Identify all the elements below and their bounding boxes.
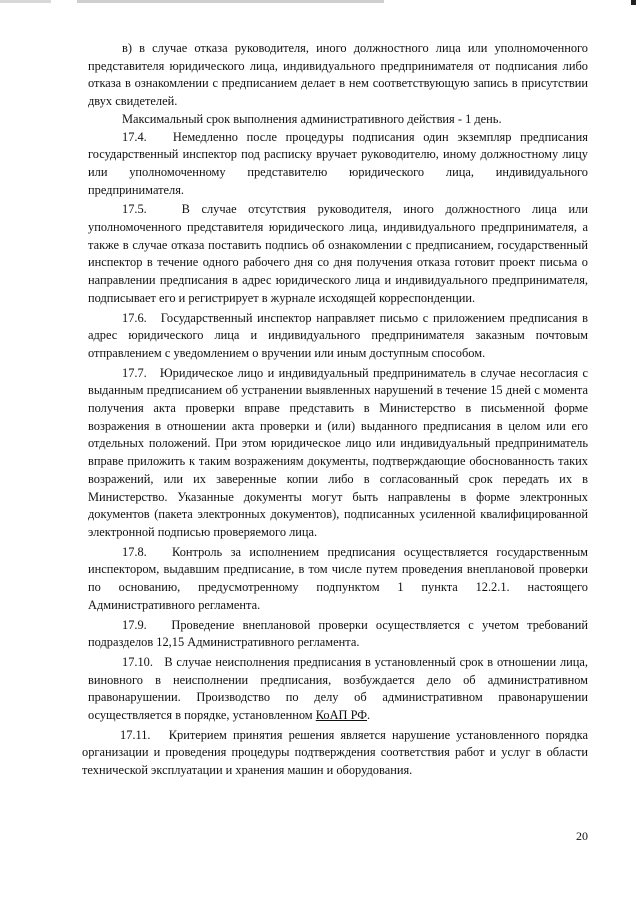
paragraph-17-4: 17.4. Немедленно после процедуры подписания один экземпляр предписания государственный инспектор под расписку вручает руководителю, иному должностному лицу или уполномоченному представителю юридического лица, индивидуального предпринимателя. <box>88 129 588 197</box>
paragraph-17-8: 17.8. Контроль за исполнением предписания осуществляется государственным инспектором, выдавшим предписание, в том числе путем проведения внеплановой проверки по основанию, предусмотренному подпунктом 1 пункта 12.2.1. настоящего Административного регламента. <box>88 544 588 612</box>
paragraph-17-11: 17.11. Критерием принятия решения является нарушение установленного порядка организации и проведения процедуры подтверждения соответствия работ и услуг в области технической эксплуатации и хранения машин и оборудования. <box>82 727 588 778</box>
paragraph-17-7: 17.7. Юридическое лицо и индивидуальный предприниматель в случае несогласия с выданным предписанием об устранении выявленных нарушений в течение 15 дней с момента получения акта проверки вправе представить в Министерство в письменной форме возражения в отношении акта проверки и (или) выданного предписания в целом или его отдельных положений. При этом юридическое лицо или индивидуальный предприниматель вправе приложить к таким возражениям документы, подтверждающие обоснованность таких возражений, или их заверенные копии либо в согласованный срок передать их в Министерство. Указанные документы могут быть направлены в форме электронных документов (пакета электронных документов), подписанных усиленной квалифицированной электронной подписью проверяемого лица. <box>88 365 588 539</box>
paragraph-max-term: Максимальный срок выполнения административного действия - 1 день. <box>122 111 502 126</box>
paragraph-17-10-text: 17.10. В случае неисполнения предписания в установленный срок в отношении лица, виновного в неисполнении предписания, возбуждается дело об административном правонарушении. Производство по делу об административном правонарушении осуществляется в порядке, установленном <box>88 654 588 723</box>
document-page <box>82 40 588 780</box>
paragraph-17-9: 17.9. Проведение внеплановой проверки осуществляется с учетом требований подразделов 12,15 Административного регламента. <box>88 617 588 650</box>
scan-corner-mark <box>631 0 636 5</box>
paragraph-17-5: 17.5. В случае отсутствия руководителя, иного должностного лица или уполномоченного представителя юридического лица, индивидуального предпринимателя, а также в случае отказа поставить подпись об ознакомлении с предписанием, государственный инспектор в течение одного рабочего дня со дня получения отказа готовит проект письма о направлении предписания в адрес юридического лица и индивидуального предпринимателя, подписывает его и регистрирует в журнале исходящей корреспонденции. <box>88 202 588 305</box>
paragraph-17-10 <box>88 654 588 725</box>
scan-top-edge <box>0 0 640 3</box>
paragraph-17-10-end: . <box>367 708 371 723</box>
koap-link[interactable]: КоАП РФ <box>315 708 368 723</box>
page-number: 20 <box>576 829 588 843</box>
paragraph-v: в) в случае отказа руководителя, иного должностного лица или уполномоченного представителя юридического лица, индивидуального предпринимателя от подписания либо отказа в ознакомлении с предписанием делает в нем соответствующую запись в присутствии двух свидетелей. <box>88 41 588 109</box>
paragraph-17-6: 17.6. Государственный инспектор направляет письмо с приложением предписания в адрес юридического лица и индивидуального предпринимателя заказным почтовым отправлением с уведомлением о вручении или иным доступным способом. <box>88 310 588 360</box>
